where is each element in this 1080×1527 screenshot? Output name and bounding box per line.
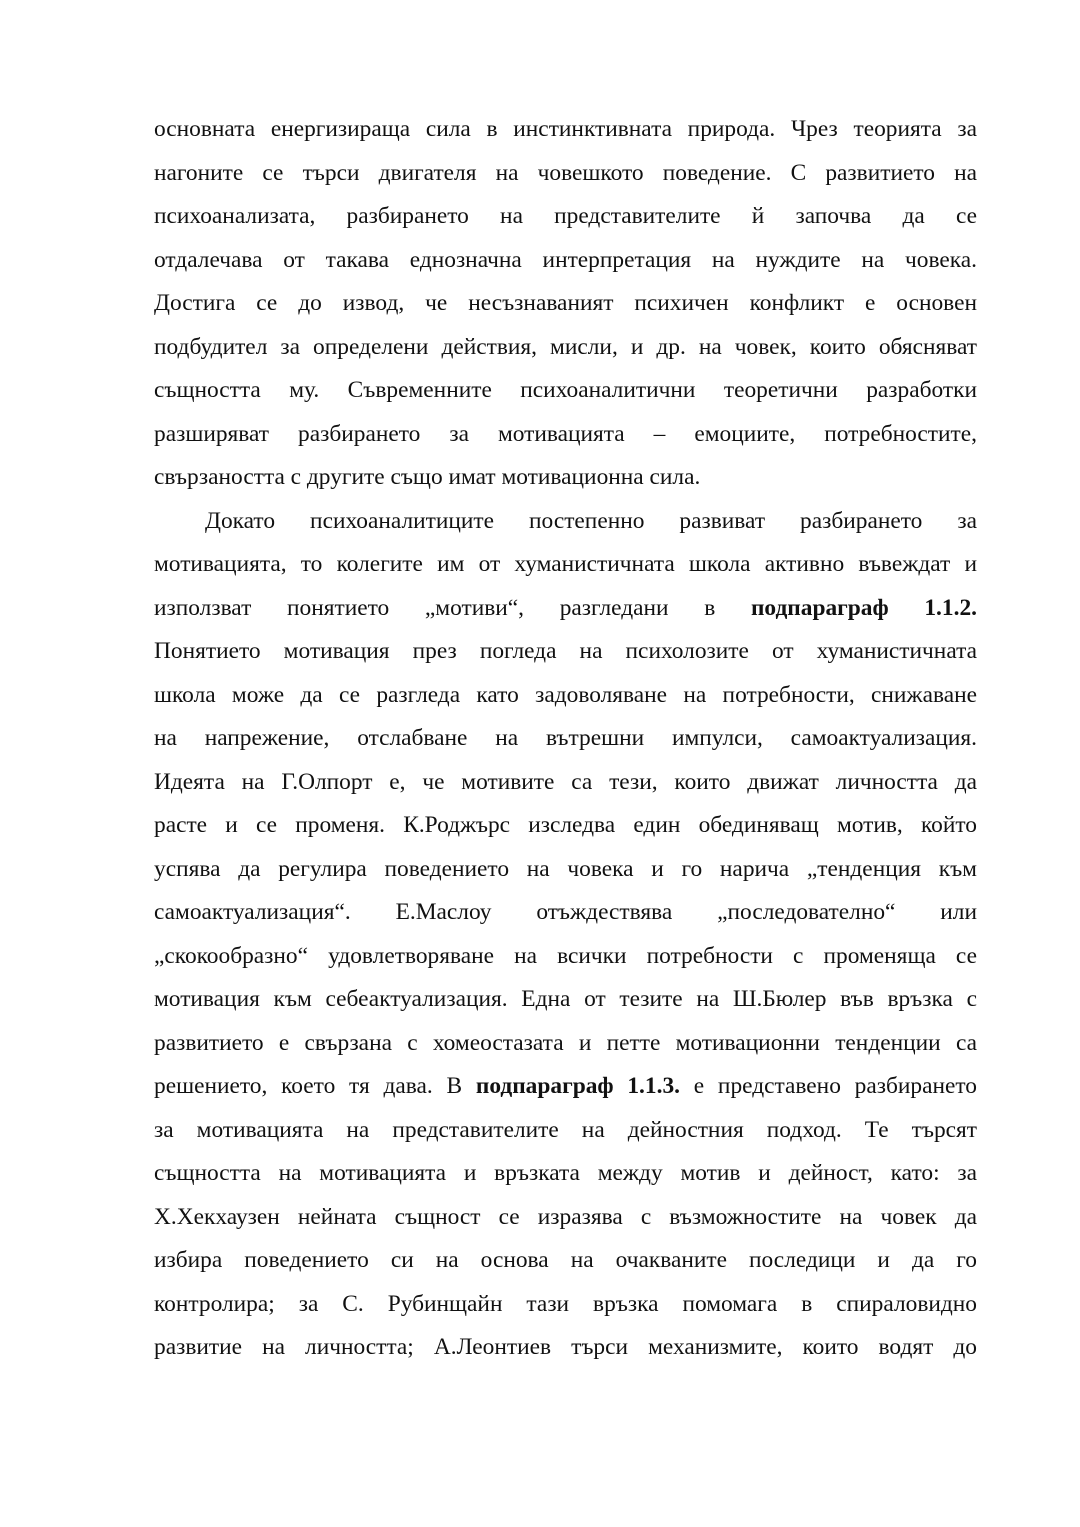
text-line (154, 674, 977, 718)
text-line (154, 282, 977, 326)
text-line (154, 1065, 977, 1109)
body-text (154, 108, 977, 1370)
text-line (154, 1109, 977, 1153)
text-line-content: решението, което тя дава. В (154, 1073, 476, 1099)
text-line (154, 1196, 977, 1240)
text-line-content: на напрежение, отслабване на вътрешни импулси, самоактуализация. (154, 725, 977, 751)
text-line-content: успява да регулира поведението на човека и го нарича „тенденция към (154, 855, 977, 882)
text-line-content: Х.Хекхаузен нейната същност се изразява с възможностите на човек да (154, 1203, 977, 1230)
text-line-content: подбудител за определени действия, мисли, и др. на човек, които обясняват (154, 333, 977, 360)
text-line (154, 630, 977, 674)
text-line (154, 1283, 977, 1327)
text-line (154, 935, 977, 979)
text-line-content: нагоните се търси двигателя на човешкото поведение. С развитието на (154, 159, 977, 186)
text-line (154, 326, 977, 370)
text-line (154, 369, 977, 413)
text-line-content: свързаността с другите също имат мотивационна сила. (154, 464, 701, 490)
text-line (154, 1152, 977, 1196)
text-line-content: Понятието мотивация през погледа на психолозите от хуманистичната (154, 638, 977, 664)
text-line (154, 804, 977, 848)
text-line-content: развитието е свързана с хомеостазата и петте мотивационни тенденции са (154, 1029, 977, 1056)
text-line-content: основната енергизираща сила в инстинктивната природа. Чрез теорията за (154, 116, 977, 142)
bold-reference: подпараграф 1.1.3. (475, 1073, 680, 1099)
text-line-content: разширяват разбирането за мотивацията – емоциите, потребностите, (154, 420, 977, 447)
text-line (154, 239, 977, 283)
text-line (154, 500, 977, 544)
text-line (154, 456, 977, 500)
text-line-content: е представено разбирането (680, 1073, 977, 1099)
text-line (154, 761, 977, 805)
text-line-content: школа може да се разгледа като задоволяване на потребности, снижаване (154, 681, 977, 708)
text-line (154, 108, 977, 152)
text-line (154, 1239, 977, 1283)
text-line-content: мотивация към себеактуализация. Една от тезите на Ш.Бюлер във връзка с (154, 986, 977, 1012)
bold-reference: подпараграф 1.1.2. (750, 594, 977, 621)
text-line (154, 413, 977, 457)
text-line (154, 543, 977, 587)
text-line-content: психоанализата, разбирането на представителите й започва да се (154, 203, 977, 229)
text-line (154, 152, 977, 196)
text-line-content: развитие на личността; А.Леонтиев търси механизмите, които водят до (154, 1334, 977, 1360)
text-line (154, 848, 977, 892)
text-line-content: расте и се променя. К.Роджърс изследва един обединяващ мотив, който (154, 812, 977, 838)
text-line-content: за мотивацията на представителите на дейностния подход. Те търсят (154, 1116, 977, 1143)
text-line (154, 1326, 977, 1370)
text-line-content: същността на мотивацията и връзката между мотив и дейност, като: за (154, 1160, 977, 1186)
text-line (154, 1022, 977, 1066)
text-line-content: използват понятието „мотиви“, разгледани в (154, 594, 751, 621)
text-line-content: отдалечава от такава еднозначна интерпретация на нуждите на човека. (154, 246, 977, 273)
text-line-content: Идеята на Г.Олпорт е, че мотивите са тези, които движат личността да (154, 768, 977, 795)
text-line (154, 717, 977, 761)
text-line (154, 587, 977, 631)
text-line-content: същността му. Съвременните психоаналитични теоретични разработки (154, 377, 977, 403)
text-line-content: самоактуализация“. Е.Маслоу отъждествява „последователно“ или (154, 899, 977, 925)
text-line-content: Докато психоаналитиците постепенно развиват разбирането за (205, 507, 977, 534)
text-line-content: контролира; за С. Рубинщайн тази връзка помомага в спираловидно (154, 1290, 977, 1317)
text-line-content: избира поведението си на основа на очакваните последици и да го (154, 1247, 977, 1273)
text-line (154, 978, 977, 1022)
text-line (154, 195, 977, 239)
text-line (154, 891, 977, 935)
text-line-content: „скокообразно“ удовлетворяване на всички потребности с променяща се (154, 942, 977, 969)
text-line-content: мотивацията, то колегите им от хуманистичната школа активно въвеждат и (154, 551, 977, 577)
text-line-content: Достига се до извод, че несъзнаваният психичен конфликт е основен (154, 290, 977, 316)
